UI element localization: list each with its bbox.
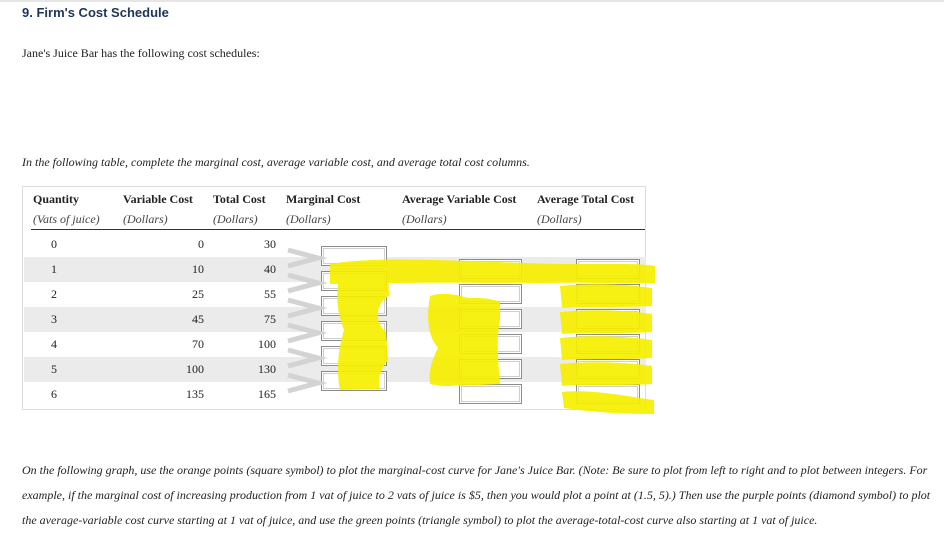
header-quantity: Quantity (Vats of juice) [33,192,100,226]
top-divider [0,0,944,2]
average-variable-cost-input[interactable] [459,259,522,279]
header-average-total-cost: Average Total Cost (Dollars) [537,192,635,226]
variable-cost-cell: 135 [186,387,204,401]
instruction-text: In the following table, complete the marginal cost, average variable cost, and average total cost columns. [22,155,530,169]
header-average-variable-cost: Average Variable Cost (Dollars) [402,192,517,226]
average-variable-cost-input[interactable] [459,309,522,329]
page-title: 9. Firm's Cost Schedule [22,5,169,20]
average-total-cost-input[interactable] [576,309,640,329]
total-cost-cell: 30 [264,237,276,251]
quantity-cell: 3 [51,312,57,326]
total-cost-cell: 130 [258,362,276,376]
cost-schedule-table [22,186,646,410]
average-variable-cost-input[interactable] [459,384,522,404]
average-total-cost-input[interactable] [576,359,640,379]
variable-cost-cell: 0 [198,237,204,251]
quantity-cell: 6 [51,387,57,401]
quantity-cell: 4 [51,337,57,351]
total-cost-cell: 55 [264,287,276,301]
variable-cost-cell: 45 [192,312,204,326]
marginal-cost-input[interactable] [321,271,387,291]
average-variable-cost-input[interactable] [459,334,522,354]
variable-cost-cell: 25 [192,287,204,301]
total-cost-cell: 165 [258,387,276,401]
average-total-cost-input[interactable] [576,334,640,354]
marginal-cost-input[interactable] [321,296,387,316]
marginal-cost-input[interactable] [321,321,387,341]
intro-text: Jane's Juice Bar has the following cost schedules: [22,46,260,60]
header-marginal-cost: Marginal Cost (Dollars) [286,192,361,226]
marginal-cost-input[interactable] [321,371,387,391]
graph-instructions: On the following graph, use the orange points (square symbol) to plot the marginal-cost curve for Jane's Juice Bar. (Note: Be sure to plot from left to right and to plot between integers. For example, if the marginal cost of increasing production from 1 vat of juice to 2 vats of juice is $5, then you would plot a point at (1.5, 5).) Then use the purple points (diamond symbol) to plot the average-variable cost curve starting at 1 vat of juice, and use the green points (triangle symbol) to plot the average-total-cost curve also starting at 1 vat of juice. [22,463,931,527]
marginal-cost-input[interactable] [321,346,387,366]
header-divider [31,229,645,230]
total-cost-cell: 100 [258,337,276,351]
average-total-cost-input[interactable] [576,259,640,279]
total-cost-cell: 75 [264,312,276,326]
quantity-cell: 2 [51,287,57,301]
variable-cost-cell: 70 [192,337,204,351]
average-variable-cost-input[interactable] [459,284,522,304]
header-variable-cost: Variable Cost (Dollars) [123,192,193,226]
variable-cost-cell: 100 [186,362,204,376]
average-variable-cost-input[interactable] [459,359,522,379]
quantity-cell: 5 [51,362,57,376]
average-total-cost-input[interactable] [576,384,640,404]
quantity-cell: 0 [51,237,57,251]
variable-cost-cell: 10 [192,262,204,276]
quantity-cell: 1 [51,262,57,276]
header-total-cost: Total Cost (Dollars) [213,192,266,226]
average-total-cost-input[interactable] [576,284,640,304]
total-cost-cell: 40 [264,262,276,276]
marginal-cost-input[interactable] [321,246,387,266]
